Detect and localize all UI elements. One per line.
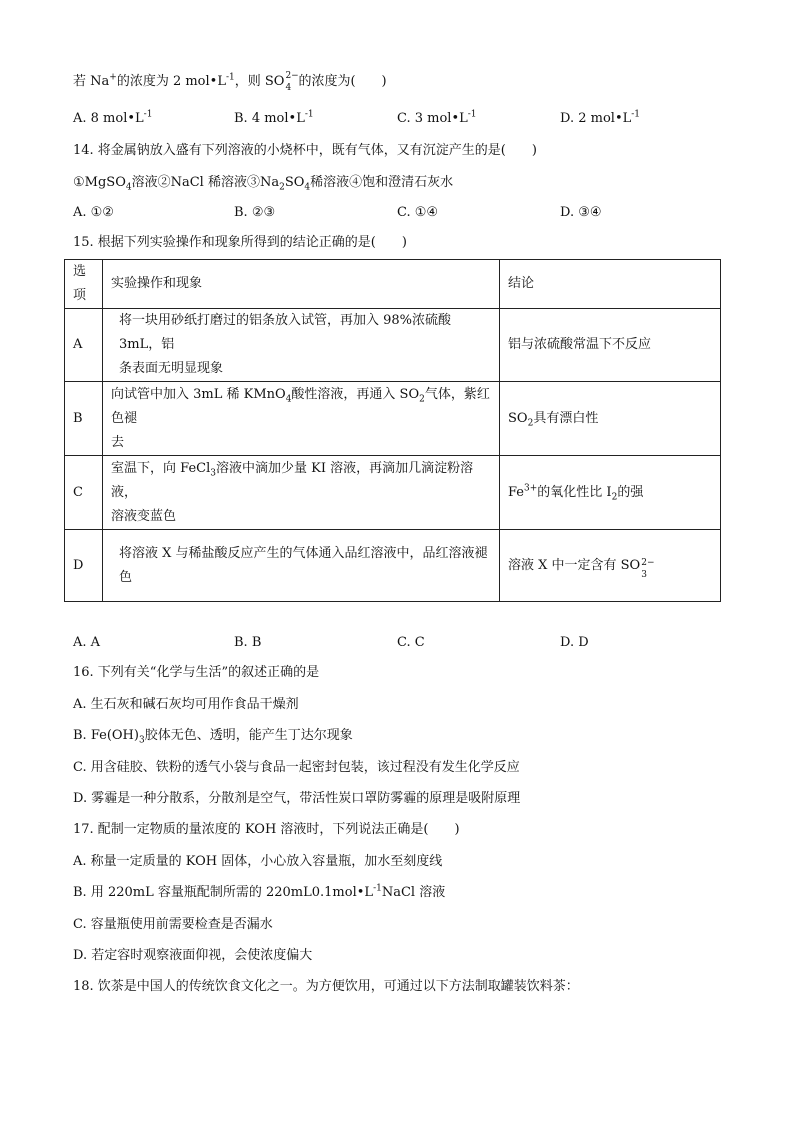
q13-option-a: A. 8 $mol•L^{-1}$ [73, 109, 153, 126]
row-b-operation: 向试管中加入 3mL 稀 KMnO$_4$酸性溶液，再通入 $SO_2$气体，紫红色褪 去 [103, 382, 500, 456]
q16-option-d: D. 雾霾是一种分散系，分散剂是空气，带活性炭口罩防雾霾的原理是吸附原理 [73, 791, 521, 806]
q17-stem: 17. 配制一定物质的量浓度的 KOH 溶液时，下列说法正确是( ) [73, 822, 460, 837]
row-d-operation: 将溶液 X 与稀盐酸反应产生的气体通入品红溶液中，品红溶液褪 色 [103, 530, 500, 602]
table-row-a [65, 309, 721, 382]
row-b-conclusion: $SO_2$具有漂白性 [500, 382, 721, 456]
q13-stem: 若 Na+的浓度为 2 $mol•L^{-1}$，则 SO 2− 4 的浓度为( ) [73, 71, 387, 93]
q15-option-a: A. A [73, 635, 101, 650]
q16-option-c: C. 用含硅胶、铁粉的透气小袋与食品一起密封包装，该过程没有发生化学反应 [73, 760, 520, 775]
table-header-row [65, 260, 721, 309]
row-b-option: B [65, 382, 103, 456]
header-operation: 实验操作和现象 [103, 260, 500, 309]
q14-stem: 14. 将金属钠放入盛有下列溶液的小烧杯中，既有气体，又有沉淀产生的是( ) [73, 143, 537, 158]
row-d-option: D [65, 530, 103, 602]
row-d-conclusion: 溶液 X 中一定含有 SO 2− 3 [500, 530, 721, 602]
q16-option-a: A. 生石灰和碱石灰均可用作食品干燥剂 [73, 697, 299, 712]
q13-options [73, 110, 733, 128]
row-c-option: C [65, 456, 103, 530]
q17-option-a: A. 称量一定质量的 KOH 固体，小心放入容量瓶，加水至刻度线 [73, 854, 443, 869]
q13-option-b: B. 4 $mol•L^{-1}$ [234, 109, 314, 126]
q18-stem: 18. 饮茶是中国人的传统饮食文化之一。为方便饮用，可通过以下方法制取罐装饮料茶： [73, 979, 579, 994]
q17-option-b: B. 用 220mL 容量瓶配制所需的 $220mL0.1mol•L^{-1}NaCl$ 溶液 [73, 883, 446, 900]
q14-option-b: B. ②③ [234, 205, 276, 220]
q14-option-a: A. ①② [73, 205, 114, 220]
q15-options [73, 634, 733, 652]
row-c-operation: 室温下，向 FeCl$_3$溶液中滴加少量 KI 溶液，再滴加几滴淀粉溶液， 溶液变蓝色 [103, 456, 500, 530]
q15-option-c: C. C [397, 635, 425, 650]
header-conclusion: 结论 [500, 260, 721, 309]
table-row-b [65, 382, 721, 456]
q15-stem: 15. 根据下列实验操作和现象所得到的结论正确的是( ) [73, 235, 407, 250]
q17-option-d: D. 若定容时观察液面仰视，会使浓度偏大 [73, 948, 313, 963]
q13-option-d: D. 2 $mol•L^{-1}$ [560, 109, 641, 126]
q15-option-d: D. D [560, 635, 589, 650]
q16-option-b: B. $Fe(OH)_3$胶体无色、透明，能产生丁达尔现象 [73, 728, 353, 746]
table-row-c [65, 456, 721, 530]
row-a-conclusion: 铝与浓硫酸常温下不反应 [500, 309, 721, 382]
table-row-d [65, 530, 721, 602]
q14-options [73, 204, 733, 222]
row-a-option: A [65, 309, 103, 382]
row-a-operation: 将一块用砂纸打磨过的铝条放入试管，再加入 98%浓硫酸 3mL，铝 条表面无明显现象 [103, 309, 500, 382]
q13-option-c: C. 3 $mol•L^{-1}$ [397, 109, 477, 126]
q15-table [64, 259, 721, 602]
q14-option-d: D. ③④ [560, 205, 602, 220]
q15-option-b: B. B [234, 635, 262, 650]
q14-solutions: ①MgSO$_4$溶液②NaCl 稀溶液$③Na_2SO_4$稀溶液④饱和澄清石灰水 [73, 175, 454, 193]
header-option: 选项 [65, 260, 103, 309]
q14-option-c: C. ①④ [397, 205, 439, 220]
q16-stem: 16. 下列有关“化学与生活”的叙述正确的是 [73, 665, 320, 680]
row-c-conclusion: $Fe^{3+}$的氧化性比 $I_2$的强 [500, 456, 721, 530]
q17-option-c: C. 容量瓶使用前需要检查是否漏水 [73, 917, 273, 932]
